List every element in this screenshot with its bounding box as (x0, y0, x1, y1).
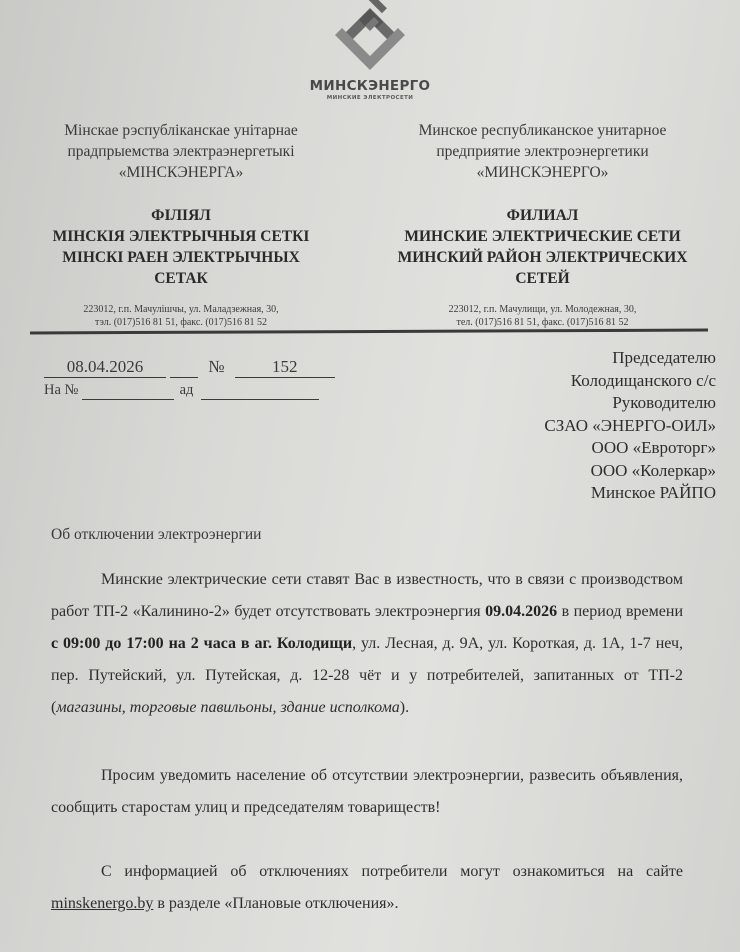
branch-line: МИНСКИЕ ЭЛЕКТРИЧЕСКИЕ СЕТИ (404, 228, 681, 245)
affected-consumers: магазины, торговые павильоны, здание исполкома (56, 699, 400, 716)
address-line: 223012, г.п. Мачулішчы, ул. Маладзежная, 30, (83, 304, 279, 315)
brand-subtitle: МИНСКИЕ ЭЛЕКТРОСЕТИ (326, 95, 414, 101)
org-name-ru (375, 120, 710, 183)
text: Просим уведомить население об отсутствии электроэнергии, развесить объявления, сообщить старостам улиц и председателям товариществ! (51, 767, 683, 816)
org-line: «МИНСКЭНЕРГО» (476, 164, 609, 181)
letter-subject: Об отключении электроэнергии (51, 526, 262, 543)
recipient-line: Руководителю (612, 393, 716, 412)
branch-line: ФИЛИАЛ (506, 207, 579, 224)
outage-date: 09.04.2026 (485, 603, 558, 620)
body-paragraph-3 (51, 856, 683, 920)
text: , ул. Лесная, д. 9А, ул. Короткая, д. 1А, 1-7 неч, пер. Путейский, ул. Путейская, д. 12-28 чёт и у потребителей, запитанных от ТП-2 ( (51, 635, 684, 716)
org-line: Минское республиканское унитарное (418, 122, 667, 139)
body-paragraph-1 (51, 564, 683, 724)
address-be (22, 303, 340, 329)
reply-label: На № (44, 382, 79, 398)
website-link[interactable]: minskenergo.by (51, 895, 154, 912)
branch-line: МИНСКИЙ РАЙОН ЭЛЕКТРИЧЕСКИХ (397, 249, 688, 266)
branch-line: СЕТЕЙ (515, 270, 570, 287)
text: ). (399, 699, 410, 716)
address-ru (375, 303, 710, 329)
text: С информацией об отключениях потребители могут ознакомиться на сайте (101, 863, 683, 880)
text: в разделе «Плановые отключения». (153, 895, 399, 912)
recipient-line: СЗАО «ЭНЕРГО-ОИЛ» (544, 415, 716, 435)
org-line: «МІНСКЭНЕРГА» (118, 164, 244, 181)
outage-time-place: с 09:00 до 17:00 на 2 часа в аг. Колодищи (51, 635, 353, 652)
branch-line: МІНСКІ РАЕН ЭЛЕКТРЫЧНЫХ (62, 249, 300, 266)
reply-number (82, 382, 174, 400)
org-line: Мінскае рэспубліканскае унітарнае (64, 122, 298, 139)
org-line: прадпрыемства электраэнергетыкі (67, 143, 295, 160)
from-value (201, 382, 319, 400)
brand-name: МИНСКЭНЕРГО (309, 78, 431, 94)
registration-line (44, 357, 335, 378)
header-divider (30, 329, 708, 335)
recipient-line: Председателю (612, 348, 716, 367)
recipient-line: Колодищанского с/с (570, 370, 716, 390)
document-date: 08.04.2026 (44, 357, 166, 378)
recipient-line: Минское РАЙПО (590, 483, 716, 502)
address-line: тел. (017)516 81 51, факс. (017)516 81 52 (456, 317, 629, 328)
branch-name-be (22, 205, 340, 289)
minskenergo-logo-icon (325, 0, 415, 72)
address-line: 223012, г.п. Мачулищи, ул. Молодежная, 30, (448, 304, 637, 315)
org-line: предприятие электроэнергетики (436, 143, 649, 160)
text: Минские электрические сети ставят Вас в известность, что в связи с производством работ ТП-2 «Калинино-2» будет отсутствовать электроэнергия (51, 571, 683, 620)
branch-line: СЕТАК (154, 270, 208, 287)
text: в период времени (557, 603, 684, 620)
from-label: ад (179, 382, 194, 398)
number-label: № (208, 357, 225, 376)
branch-name-ru (375, 205, 710, 289)
reply-line (44, 382, 319, 400)
branch-line: МІНСКІЯ ЭЛЕКТРЫЧНЫЯ СЕТКІ (52, 228, 310, 245)
branch-line: ФІЛІЯЛ (151, 207, 211, 224)
body-paragraph-2 (51, 760, 683, 824)
document-number: 152 (235, 357, 335, 378)
recipient-line: ООО «Евроторг» (591, 438, 716, 457)
recipient-line: ООО «Колеркар» (590, 460, 716, 480)
recipients-block (544, 347, 716, 505)
address-line: тэл. (017)516 81 51, факс. (017)516 81 52 (94, 317, 267, 328)
org-name-be (22, 120, 340, 183)
